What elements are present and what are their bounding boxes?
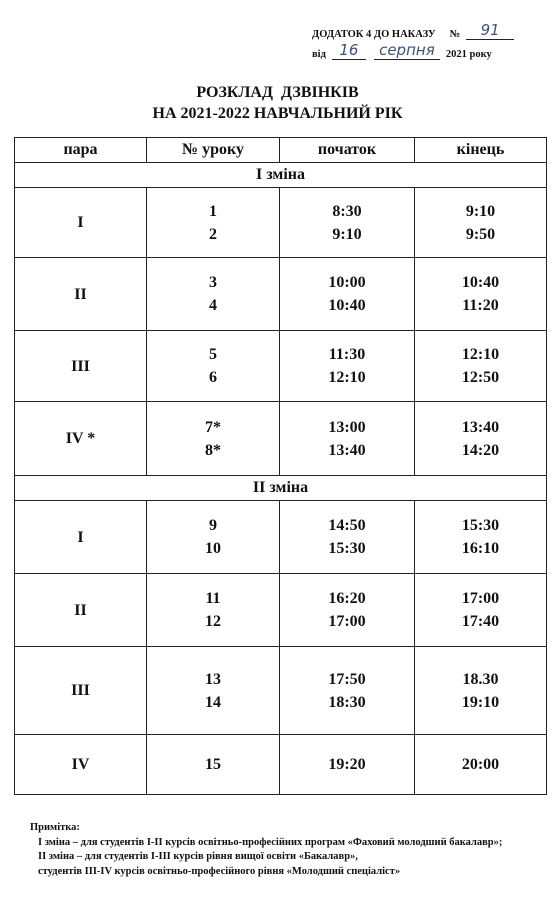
pair-row (15, 574, 547, 647)
start-time-cell (280, 574, 415, 647)
start-time-cell (280, 258, 415, 331)
end-time-cell (415, 574, 547, 647)
order-number-row (312, 20, 544, 40)
para: ІІІ (71, 357, 90, 375)
start-time: 19:20 (328, 756, 366, 773)
end-time-cell (415, 735, 547, 795)
end-time-cell (415, 258, 547, 331)
end-time: 20:00 (461, 756, 500, 773)
end-time: 17:40 (461, 613, 500, 630)
end-time: 9:50 (465, 225, 496, 243)
start-time: 10:40 (328, 297, 366, 314)
pair-row (15, 331, 547, 402)
lesson-number: 5 (209, 346, 217, 363)
start-time: 17:00 (328, 613, 366, 630)
end-time-cell (415, 188, 547, 258)
start-time: 10:00 (328, 274, 366, 291)
notes-label: Примітка: (30, 822, 80, 833)
note-line-2: ІІ зміна – для студентів І-ІІІ курсів рівня вищої освіти «Бакалавр», (38, 851, 358, 862)
note-line-1: І зміна – для студентів І-ІІ курсів освітньо-професійних програм «Фаховий молодший бакалавр»; (38, 836, 503, 848)
lesson-number-cell (147, 258, 280, 331)
shift-name: ІІ зміна (15, 476, 547, 501)
end-time: 16:10 (461, 540, 500, 557)
start-time: 13:00 (328, 418, 366, 436)
lesson-number: 9 (209, 517, 217, 534)
order-number: 91 (466, 23, 514, 40)
start-time: 14:50 (328, 517, 366, 534)
para: IV (71, 756, 90, 773)
start-time: 15:30 (328, 540, 366, 557)
para-cell (15, 402, 147, 476)
shift-row (15, 163, 547, 188)
order-day: 16 (332, 43, 366, 60)
para: ІІ (74, 601, 87, 619)
header-para: пара (15, 138, 147, 163)
header-start: початок (280, 138, 415, 163)
shift-row (15, 476, 547, 501)
order-year: 2021 року (445, 48, 492, 60)
end-time: 14:20 (461, 441, 500, 459)
start-time-cell (280, 331, 415, 402)
start-time-cell (280, 501, 415, 574)
para-cell (15, 331, 147, 402)
end-time-cell (415, 402, 547, 476)
end-time: 13:40 (461, 418, 500, 436)
lesson-number: 2 (209, 225, 217, 243)
pair-row (15, 402, 547, 476)
title-line-1: РОЗКЛАД ДЗВІНКІВ (196, 84, 359, 101)
para-cell (15, 501, 147, 574)
document-title (0, 82, 555, 124)
end-time: 18.30 (462, 670, 499, 688)
lesson-number-cell (147, 647, 280, 735)
start-time-cell (280, 735, 415, 795)
lesson-number: 6 (209, 369, 217, 386)
lesson-number: 3 (209, 274, 217, 291)
para: І (77, 528, 84, 546)
start-time: 17:50 (328, 670, 366, 688)
start-time: 18:30 (328, 693, 366, 711)
para-cell (15, 188, 147, 258)
end-time: 12:50 (461, 369, 500, 386)
end-time: 19:10 (461, 693, 500, 711)
appendix-label: ДОДАТОК 4 ДО НАКАЗУ (312, 28, 436, 40)
start-time: 12:10 (328, 369, 366, 386)
end-time: 17:00 (461, 590, 500, 607)
start-time-cell (280, 188, 415, 258)
shift-name: І зміна (15, 163, 547, 188)
end-time-cell (415, 647, 547, 735)
end-time-cell (415, 501, 547, 574)
lesson-number: 13 (205, 670, 221, 688)
notes-section (30, 821, 545, 879)
note-line-3: студентів ІІІ-ІV курсів освітньо-професійного рівня «Молодший спеціаліст» (38, 865, 401, 877)
start-time-cell (280, 402, 415, 476)
para-cell (15, 647, 147, 735)
para-cell (15, 258, 147, 331)
lesson-number-cell (147, 501, 280, 574)
lesson-number: 8* (205, 441, 221, 459)
lesson-number: 15 (205, 756, 221, 773)
para: IV * (65, 430, 96, 447)
para-cell (15, 574, 147, 647)
lesson-number-cell (147, 574, 280, 647)
pair-row (15, 647, 547, 735)
order-month: серпня (374, 43, 440, 60)
start-time: 8:30 (332, 202, 362, 220)
end-time: 15:30 (461, 517, 500, 534)
start-time-cell (280, 647, 415, 735)
start-time: 11:30 (328, 346, 366, 363)
para: І (77, 214, 84, 231)
start-time: 16:20 (328, 590, 366, 607)
end-time: 11:20 (462, 297, 499, 314)
header-end: кінець (415, 138, 547, 163)
lesson-number: 12 (205, 613, 221, 630)
pair-row (15, 188, 547, 258)
para: ІІІ (71, 682, 90, 699)
lesson-number: 4 (209, 297, 217, 314)
pair-row (15, 258, 547, 331)
pair-row (15, 501, 547, 574)
order-reference (312, 20, 544, 60)
start-time: 9:10 (332, 225, 362, 243)
order-date-row (312, 40, 544, 60)
lesson-number-cell (147, 735, 280, 795)
pair-row (15, 735, 547, 795)
para: ІІ (74, 285, 87, 303)
lesson-number: 7* (205, 418, 221, 436)
start-time: 13:40 (328, 441, 366, 459)
lesson-number-cell (147, 331, 280, 402)
end-time: 12:10 (461, 346, 500, 363)
end-time: 10:40 (461, 274, 500, 291)
lesson-number-cell (147, 402, 280, 476)
lesson-number: 11 (205, 590, 221, 607)
lesson-number: 10 (205, 540, 221, 557)
number-sign: № (449, 28, 461, 40)
lesson-number-cell (147, 188, 280, 258)
para-cell (15, 735, 147, 795)
end-time-cell (415, 331, 547, 402)
bell-schedule-table (14, 137, 547, 795)
lesson-number: 1 (209, 202, 217, 220)
lesson-number: 14 (205, 693, 221, 711)
from-label: від (312, 48, 326, 60)
title-line-2: НА 2021-2022 НАВЧАЛЬНИЙ РІК (152, 105, 403, 122)
header-lesson-number: № уроку (147, 138, 280, 163)
end-time: 9:10 (465, 202, 496, 220)
header-row (15, 138, 547, 163)
